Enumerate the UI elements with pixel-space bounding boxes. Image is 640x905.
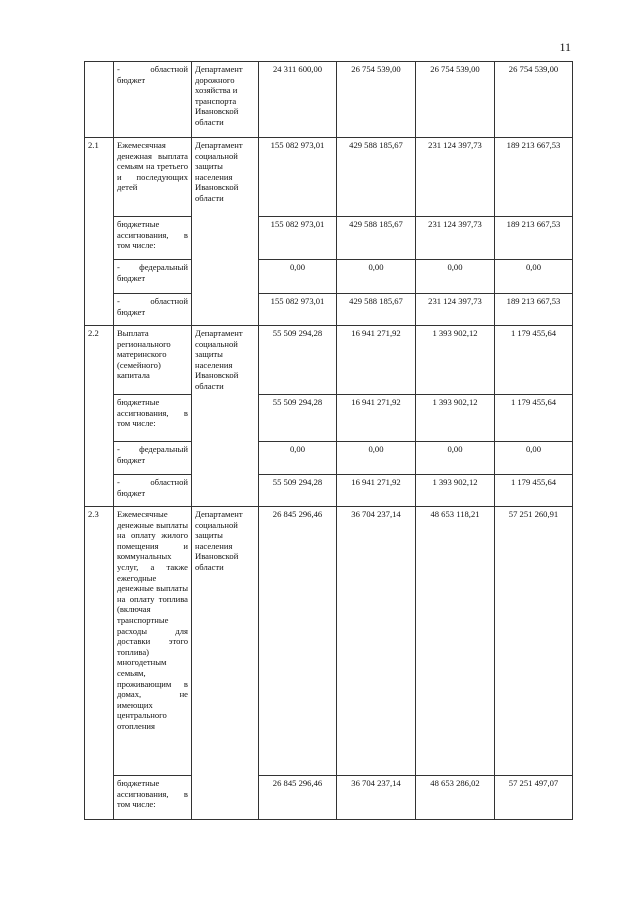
table-row xyxy=(85,294,573,326)
value-cell: 1 393 902,12 xyxy=(416,326,495,395)
value-cell: 189 213 667,53 xyxy=(495,138,573,217)
row-name: - областной бюджет xyxy=(114,62,192,138)
value-cell: 55 509 294,28 xyxy=(259,326,337,395)
value-cell: 155 082 973,01 xyxy=(259,294,337,326)
row-name: бюджетные ассигнования, в том числе: xyxy=(114,776,192,820)
value-cell: 429 588 185,67 xyxy=(337,138,416,217)
table-row xyxy=(85,507,573,776)
value-cell: 231 124 397,73 xyxy=(416,294,495,326)
value-cell: 48 653 286,02 xyxy=(416,776,495,820)
row-name: - областной бюджет xyxy=(114,475,192,507)
value-cell: 55 509 294,28 xyxy=(259,395,337,442)
value-cell: 16 941 271,92 xyxy=(337,326,416,395)
row-department: Департамент социальной защиты населения Ивановской области xyxy=(192,507,259,820)
row-name: бюджетные ассигнования, в том числе: xyxy=(114,217,192,260)
value-cell: 57 251 260,91 xyxy=(495,507,573,776)
value-cell: 1 393 902,12 xyxy=(416,395,495,442)
page-number: 11 xyxy=(559,40,571,54)
value-cell: 155 082 973,01 xyxy=(259,217,337,260)
value-cell: 0,00 xyxy=(416,260,495,294)
value-cell: 36 704 237,14 xyxy=(337,776,416,820)
value-cell: 0,00 xyxy=(416,442,495,475)
value-cell: 1 179 455,64 xyxy=(495,326,573,395)
value-cell: 0,00 xyxy=(259,260,337,294)
row-department: Департамент социальной защиты населения Ивановской области xyxy=(192,326,259,507)
value-cell: 26 845 296,46 xyxy=(259,507,337,776)
row-index: 2.2 xyxy=(85,326,114,507)
value-cell: 231 124 397,73 xyxy=(416,217,495,260)
value-cell: 0,00 xyxy=(337,442,416,475)
value-cell: 57 251 497,07 xyxy=(495,776,573,820)
value-cell: 55 509 294,28 xyxy=(259,475,337,507)
table-row xyxy=(85,776,573,820)
table-row xyxy=(85,395,573,442)
table-row xyxy=(85,326,573,395)
value-cell: 1 179 455,64 xyxy=(495,475,573,507)
value-cell: 0,00 xyxy=(259,442,337,475)
row-name: Ежемесячная денежная выплата семьям на третьего и последующих детей xyxy=(114,138,192,217)
value-cell: 48 653 118,21 xyxy=(416,507,495,776)
row-name: - федеральный бюджет xyxy=(114,442,192,475)
value-cell: 26 845 296,46 xyxy=(259,776,337,820)
value-cell: 24 311 600,00 xyxy=(259,62,337,138)
budget-table xyxy=(84,61,573,820)
row-index: 2.1 xyxy=(85,138,114,326)
value-cell: 0,00 xyxy=(495,442,573,475)
table-row xyxy=(85,475,573,507)
row-name: - областной бюджет xyxy=(114,294,192,326)
row-name: Ежемесячные денежные выплаты на оплату жилого помещения и коммунальных услуг, а также ежегодные денежные выплаты на оплату топлива (включая транспортные расходы для доставки этого топлива) многодетным семьям, проживающим в домах, не имеющих центрального отопления xyxy=(114,507,192,776)
value-cell: 231 124 397,73 xyxy=(416,138,495,217)
row-department: Департамент социальной защиты населения Ивановской области xyxy=(192,138,259,326)
row-department: Департамент дорожного хозяйства и транспорта Ивановской области xyxy=(192,62,259,138)
value-cell: 16 941 271,92 xyxy=(337,475,416,507)
value-cell: 26 754 539,00 xyxy=(337,62,416,138)
table-row xyxy=(85,138,573,217)
value-cell: 189 213 667,53 xyxy=(495,294,573,326)
value-cell: 0,00 xyxy=(337,260,416,294)
row-name: Выплата регионального материнского (семейного) капитала xyxy=(114,326,192,395)
value-cell: 1 179 455,64 xyxy=(495,395,573,442)
value-cell: 1 393 902,12 xyxy=(416,475,495,507)
row-name: - федеральный бюджет xyxy=(114,260,192,294)
value-cell: 26 754 539,00 xyxy=(495,62,573,138)
table-row xyxy=(85,217,573,260)
value-cell: 36 704 237,14 xyxy=(337,507,416,776)
table-row xyxy=(85,442,573,475)
value-cell: 429 588 185,67 xyxy=(337,217,416,260)
value-cell: 26 754 539,00 xyxy=(416,62,495,138)
row-name: бюджетные ассигнования, в том числе: xyxy=(114,395,192,442)
table-row xyxy=(85,62,573,138)
value-cell: 0,00 xyxy=(495,260,573,294)
row-index: 2.3 xyxy=(85,507,114,820)
value-cell: 16 941 271,92 xyxy=(337,395,416,442)
row-index xyxy=(85,62,114,138)
value-cell: 155 082 973,01 xyxy=(259,138,337,217)
table-row xyxy=(85,260,573,294)
value-cell: 189 213 667,53 xyxy=(495,217,573,260)
value-cell: 429 588 185,67 xyxy=(337,294,416,326)
